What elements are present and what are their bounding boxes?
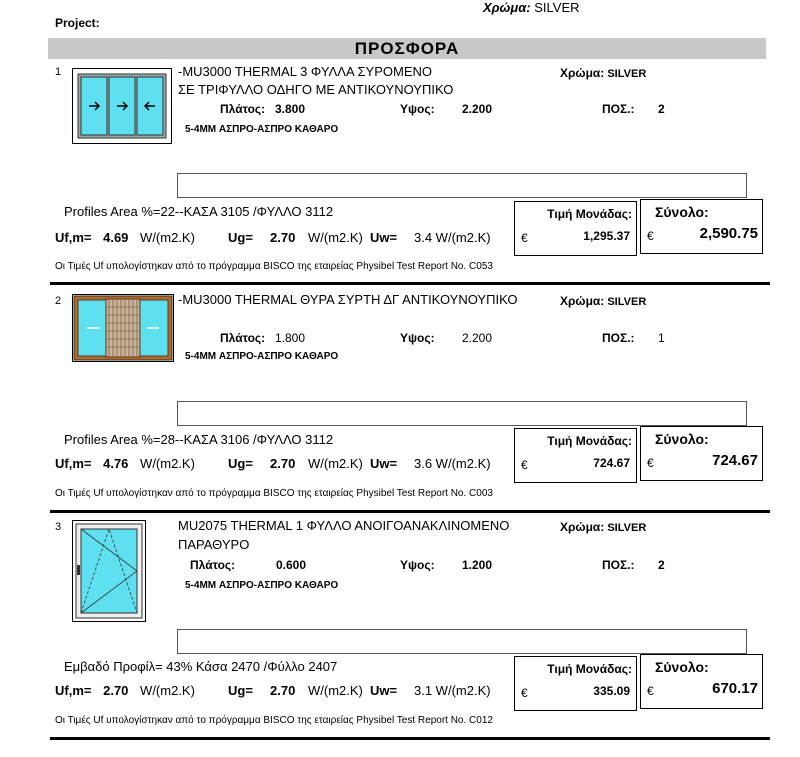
item-number: 1 [55, 66, 62, 78]
total-value: 2,590.75 [699, 225, 758, 242]
item-color-value: SILVER [607, 296, 647, 308]
total-value: 724.67 [712, 452, 758, 469]
item-color [560, 66, 646, 80]
height-label: Υψος: [400, 331, 435, 345]
unit-price-box [514, 428, 637, 483]
window-thumbnail [72, 68, 172, 144]
width-value: 1.800 [275, 331, 306, 345]
uf-label: Uf,m= [55, 456, 92, 471]
profiles-area: Εμβαδό Προφίλ= 43% Κάσα 2470 /Φύλλο 2407 [64, 659, 338, 674]
ug-unit: W/(m2.K) [308, 456, 363, 471]
item-color-label: Χρώμα: [560, 294, 605, 308]
total-label: Σύνολο: [655, 204, 709, 220]
qty-label: ΠΟΣ.: [602, 102, 635, 116]
uw-value: 3.4 W/(m2.K) [414, 230, 491, 245]
header-color [483, 0, 580, 15]
header-color-label: Χρώμα: [483, 0, 531, 15]
offer-banner: ΠΡΟΣΦΟΡΑ [48, 38, 766, 59]
unit-price-label: Τιμή Μονάδας: [547, 662, 632, 676]
profiles-area: Profiles Area %=22--ΚΑΣΑ 3105 /ΦΥΛΛΟ 3112 [64, 204, 334, 219]
item-color [560, 520, 646, 534]
ug-value: 2.70 [270, 456, 296, 471]
total-value: 670.17 [712, 680, 758, 697]
ug-unit: W/(m2.K) [308, 683, 363, 698]
euro-sign: € [647, 229, 654, 243]
thermal-values [55, 456, 195, 471]
height-value: 2.200 [462, 331, 493, 345]
ug-label: Ug= [228, 683, 253, 698]
offer-item-1 [0, 64, 800, 289]
unit-price-value: 335.09 [593, 684, 630, 698]
width-label: Πλάτος: [190, 558, 236, 572]
qty-label: ΠΟΣ.: [602, 558, 635, 572]
height-label: Υψος: [400, 102, 435, 116]
euro-sign: € [521, 458, 528, 472]
ug-label: Ug= [228, 456, 253, 471]
uw-value: 3.1 W/(m2.K) [414, 683, 491, 698]
euro-sign: € [647, 456, 654, 470]
uf-unit: W/(m2.K) [140, 683, 195, 698]
uf-unit: W/(m2.K) [140, 456, 195, 471]
thermal-values [55, 230, 195, 245]
width-label: Πλάτος: [220, 102, 266, 116]
ug-label: Ug= [228, 230, 253, 245]
width-label: Πλάτος: [220, 331, 266, 345]
height-value: 1.200 [462, 558, 493, 572]
unit-price-box [514, 201, 637, 256]
item-divider [50, 282, 770, 285]
sliding-door-icon [73, 295, 173, 361]
unit-price-label: Τιμή Μονάδας: [547, 434, 632, 448]
uw-label: Uw= [370, 230, 398, 245]
notes-field[interactable] [177, 629, 747, 654]
width-value: 0.600 [276, 558, 307, 572]
window-thumbnail [72, 294, 174, 362]
profiles-area: Profiles Area %=28--ΚΑΣΑ 3106 /ΦΥΛΛΟ 3112 [64, 432, 334, 447]
euro-sign: € [521, 231, 528, 245]
sliding-window-3-panel-icon [73, 69, 171, 143]
total-box [640, 426, 763, 481]
height-label: Υψος: [400, 558, 435, 572]
uw-value: 3.6 W/(m2.K) [414, 456, 491, 471]
item-description-2: ΠΑΡΑΘΥΡΟ [178, 537, 250, 552]
item-number: 3 [55, 521, 62, 533]
item-description-1: -MU3000 THERMAL ΘΥΡΑ ΣΥΡΤΗ ΔΓ ΑΝΤΙΚΟΥΝΟΥΠΙΚΟ [178, 292, 518, 307]
uf-label: Uf,m= [55, 230, 92, 245]
unit-price-label: Τιμή Μονάδας: [547, 207, 632, 221]
total-label: Σύνολο: [655, 659, 709, 675]
header-color-value: SILVER [534, 0, 580, 15]
item-color [560, 294, 646, 308]
notes-field[interactable] [177, 401, 747, 426]
uf-value: 4.69 [103, 230, 129, 245]
uf-footnote: Οι Τιμές Uf υπολογίστηκαν από το πρόγραμμα BISCO της εταιρείας Physibel Test Report No. C003 [55, 488, 493, 499]
item-divider [50, 737, 770, 740]
qty-value: 2 [658, 558, 665, 572]
thermal-values [55, 683, 195, 698]
euro-sign: € [647, 684, 654, 698]
uf-value: 4.76 [103, 456, 129, 471]
ug-unit: W/(m2.K) [308, 230, 363, 245]
qty-value: 1 [658, 331, 665, 345]
total-label: Σύνολο: [655, 431, 709, 447]
uw-label: Uw= [370, 683, 398, 698]
offer-item-2 [0, 290, 800, 515]
uf-value: 2.70 [103, 683, 129, 698]
uf-footnote: Οι Τιμές Uf υπολογίστηκαν από το πρόγραμμα BISCO της εταιρείας Physibel Test Report No. C012 [55, 715, 493, 726]
glass-spec: 5-4MM ΑΣΠΡΟ-ΑΣΠΡΟ ΚΑΘΑΡΟ [185, 124, 339, 135]
item-description-1: -MU3000 THERMAL 3 ΦΥΛΛΑ ΣΥΡΟΜΕΝΟ [178, 64, 433, 79]
uw-label: Uw= [370, 456, 398, 471]
unit-price-value: 1,295.37 [583, 229, 630, 243]
total-box [640, 654, 763, 709]
unit-price-box [514, 656, 637, 711]
width-value: 3.800 [275, 102, 306, 116]
glass-spec: 5-4MM ΑΣΠΡΟ-ΑΣΠΡΟ ΚΑΘΑΡΟ [185, 351, 339, 362]
unit-price-value: 724.67 [593, 456, 630, 470]
total-box [640, 199, 763, 254]
euro-sign: € [521, 686, 528, 700]
item-divider [50, 510, 770, 513]
uf-unit: W/(m2.K) [140, 230, 195, 245]
glass-spec: 5-4MM ΑΣΠΡΟ-ΑΣΠΡΟ ΚΑΘΑΡΟ [185, 580, 339, 591]
offer-item-3 [0, 516, 800, 757]
item-number: 2 [55, 295, 62, 307]
item-description-2: ΣΕ ΤΡΙΦΥΛΛΟ ΟΔΗΓΟ ΜΕ ΑΝΤΙΚΟΥΝΟΥΠΙΚΟ [178, 82, 454, 97]
project-label: Project: [55, 16, 100, 30]
ug-value: 2.70 [270, 683, 296, 698]
notes-field[interactable] [177, 173, 747, 198]
qty-value: 2 [658, 102, 665, 116]
item-color-value: SILVER [607, 522, 647, 534]
uf-footnote: Οι Τιμές Uf υπολογίστηκαν από το πρόγραμμα BISCO της εταιρείας Physibel Test Report No. C053 [55, 261, 493, 272]
item-description-1: MU2075 THERMAL 1 ΦΥΛΛΟ ΑΝΟΙΓΟΑΝΑΚΛΙΝΟΜΕΝΟ [178, 518, 510, 533]
height-value: 2.200 [462, 102, 493, 116]
uf-label: Uf,m= [55, 683, 92, 698]
tilt-turn-window-icon [73, 521, 145, 621]
window-thumbnail [72, 520, 146, 622]
item-color-label: Χρώμα: [560, 520, 605, 534]
item-color-value: SILVER [607, 68, 647, 80]
item-color-label: Χρώμα: [560, 66, 605, 80]
ug-value: 2.70 [270, 230, 296, 245]
qty-label: ΠΟΣ.: [602, 331, 635, 345]
